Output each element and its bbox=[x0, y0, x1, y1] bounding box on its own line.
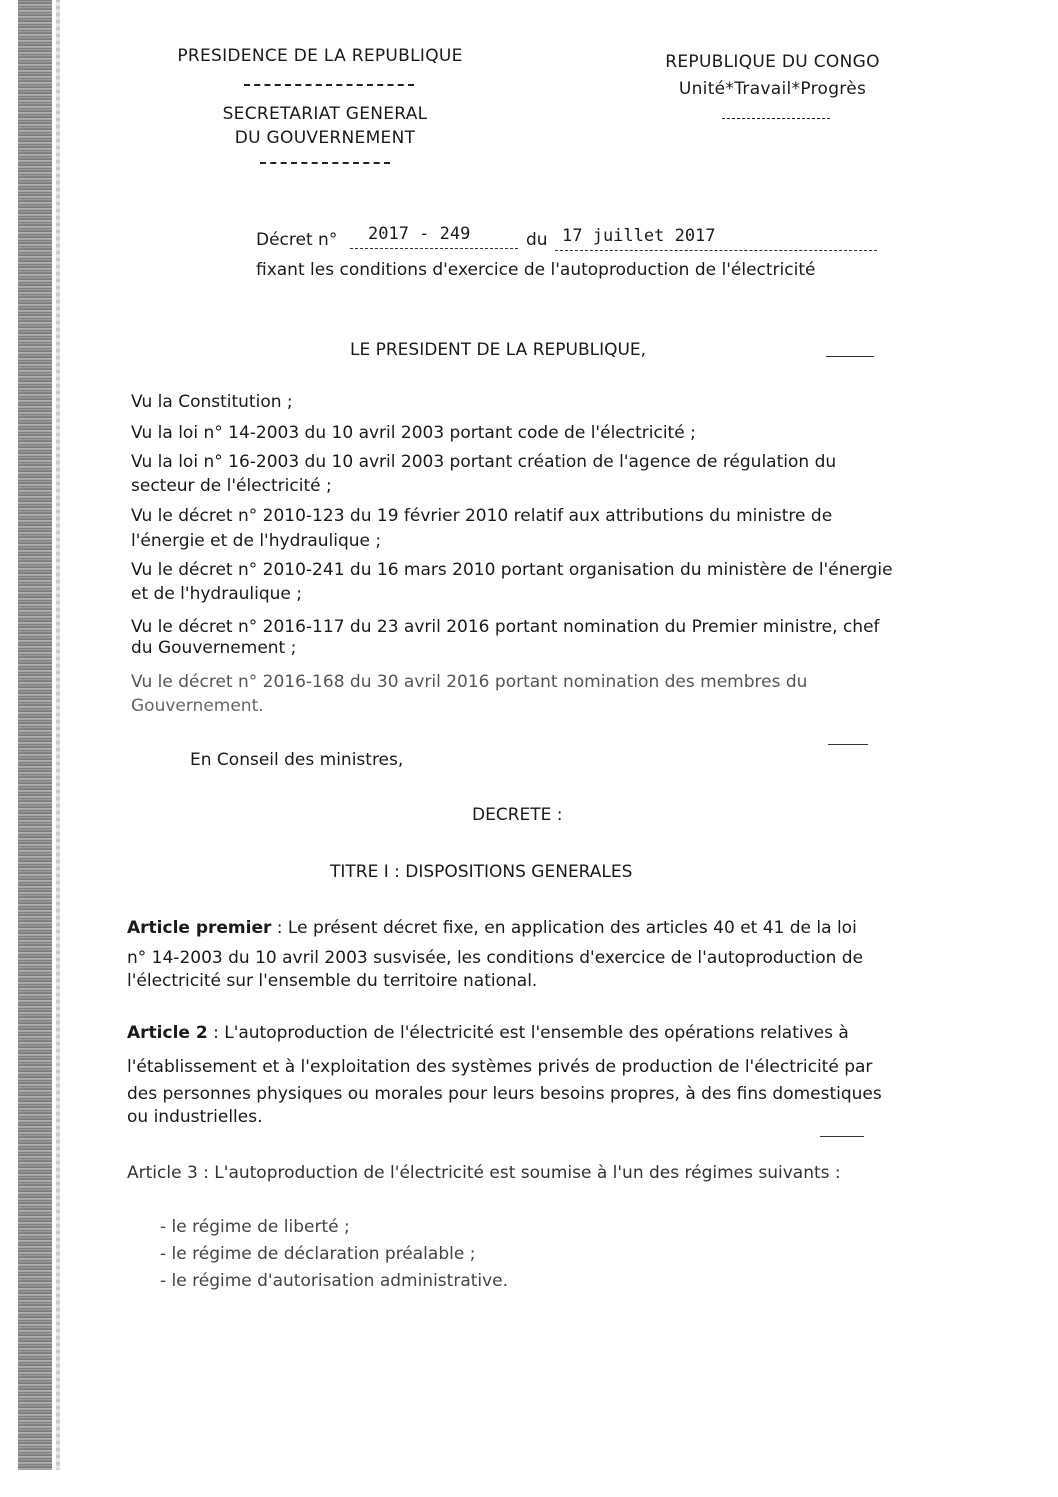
header-republique: REPUBLIQUE DU CONGO bbox=[665, 52, 880, 72]
article-2-label: Article 2 bbox=[127, 1023, 208, 1043]
header-left-divider-2 bbox=[260, 162, 390, 164]
article-1-text: : Le présent décret fixe, en application des articles 40 et 41 de la loi bbox=[276, 918, 857, 938]
regime-item: - le régime de liberté ; bbox=[160, 1217, 350, 1237]
article-2-text: : L'autoproduction de l'électricité est l'ensemble des opérations relatives à bbox=[213, 1023, 849, 1043]
visa-line: Gouvernement. bbox=[131, 696, 264, 716]
decrete-heading: DECRETE : bbox=[472, 805, 563, 825]
article-3-label: Article 3 bbox=[127, 1163, 198, 1183]
visa-line: Vu le décret n° 2016-117 du 23 avril 2016 portant nomination du Premier ministre, chef bbox=[131, 617, 880, 637]
article-3 bbox=[127, 1163, 841, 1183]
decree-date-line bbox=[555, 250, 877, 251]
conseil-line: En Conseil des ministres, bbox=[190, 750, 404, 770]
header-devise: Unité*Travail*Progrès bbox=[678, 79, 867, 99]
header-secretariat: SECRETARIAT GENERAL bbox=[222, 104, 428, 124]
margin-mark-3 bbox=[820, 1136, 864, 1137]
president-heading: LE PRESIDENT DE LA REPUBLIQUE, bbox=[350, 340, 647, 360]
visa-line: Vu le décret n° 2010-123 du 19 février 2010 relatif aux attributions du ministre de bbox=[131, 506, 833, 526]
visa-line: et de l'hydraulique ; bbox=[131, 584, 302, 604]
visa-line: Vu la Constitution ; bbox=[131, 392, 293, 412]
regime-item: - le régime d'autorisation administrative. bbox=[160, 1271, 509, 1291]
article-2-line: ou industrielles. bbox=[127, 1107, 263, 1127]
header-left-divider-1 bbox=[244, 84, 414, 86]
article-1-line: n° 14-2003 du 10 avril 2003 susvisée, les conditions d'exercice de l'autoproduction de bbox=[127, 948, 864, 968]
header-right-divider bbox=[722, 118, 830, 119]
article-2 bbox=[127, 1023, 849, 1043]
margin-mark-1 bbox=[826, 356, 874, 357]
article-1-line: l'électricité sur l'ensemble du territoire national. bbox=[127, 971, 538, 991]
decree-du: du bbox=[526, 230, 548, 250]
decree-prefix: Décret n° bbox=[256, 230, 338, 250]
visa-line: secteur de l'électricité ; bbox=[131, 476, 332, 496]
visa-line: Vu la loi n° 14-2003 du 10 avril 2003 portant code de l'électricité ; bbox=[131, 423, 696, 443]
article-3-text: : L'autoproduction de l'électricité est soumise à l'un des régimes suivants : bbox=[203, 1163, 841, 1183]
article-1 bbox=[127, 918, 857, 938]
decree-subject: fixant les conditions d'exercice de l'autoproduction de l'électricité bbox=[256, 260, 816, 280]
visa-line: Vu le décret n° 2016-168 du 30 avril 2016 portant nomination des membres du bbox=[131, 672, 808, 692]
titre-heading: TITRE I : DISPOSITIONS GENERALES bbox=[330, 862, 633, 882]
visa-line: Vu la loi n° 16-2003 du 10 avril 2003 portant création de l'agence de régulation du bbox=[131, 452, 837, 472]
visa-line: du Gouvernement ; bbox=[131, 638, 297, 658]
margin-mark-2 bbox=[828, 744, 868, 745]
visa-line: Vu le décret n° 2010-241 du 16 mars 2010 portant organisation du ministère de l'énergie bbox=[131, 560, 893, 580]
visa-line: l'énergie et de l'hydraulique ; bbox=[131, 531, 382, 551]
header-gouvernement: DU GOUVERNEMENT bbox=[234, 128, 416, 148]
article-2-line: des personnes physiques ou morales pour leurs besoins propres, à des fins domestiques bbox=[127, 1084, 882, 1104]
regime-item: - le régime de déclaration préalable ; bbox=[160, 1244, 476, 1264]
article-1-label: Article premier bbox=[127, 918, 272, 938]
scan-edge-shadow bbox=[56, 0, 60, 1470]
decree-number-line bbox=[350, 248, 518, 249]
header-presidence: PRESIDENCE DE LA REPUBLIQUE bbox=[177, 46, 463, 66]
scan-edge bbox=[18, 0, 52, 1470]
decree-date: 17 juillet 2017 bbox=[562, 226, 716, 246]
article-2-line: l'établissement et à l'exploitation des systèmes privés de production de l'électricité par bbox=[127, 1057, 873, 1077]
decree-number: 2017 - 249 bbox=[368, 224, 471, 244]
